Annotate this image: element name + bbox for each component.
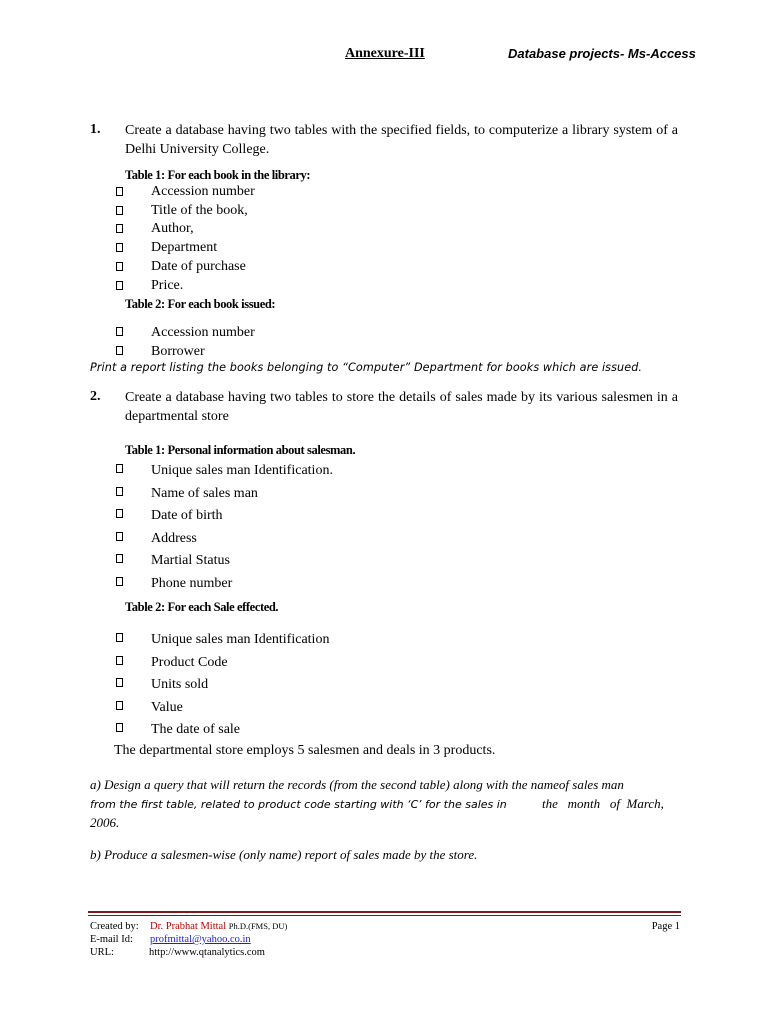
q2-table2-title: : For each Sale effected.: [161, 600, 279, 614]
list-item: Martial Status: [116, 550, 333, 573]
q2-table1-label: Table 1: [125, 443, 161, 457]
list-item: Product Code: [116, 652, 329, 675]
list-item: Unique sales man Identification.: [116, 460, 333, 483]
list-item: Author,: [116, 220, 255, 239]
website-url[interactable]: http://www.qtanalytics.com: [149, 947, 265, 958]
checkbox-bullet-icon: [116, 509, 123, 518]
q1-table1-heading: [125, 168, 310, 183]
list-item: Phone number: [116, 573, 333, 596]
footer-email-row: E-mail Id: profmittal@yahoo.co.in: [90, 934, 251, 945]
checkbox-bullet-icon: [116, 464, 123, 473]
list-item: Accession number: [116, 323, 255, 342]
q2-table2-heading: [125, 600, 278, 615]
checkbox-bullet-icon: [116, 224, 123, 233]
q2-table1-heading: [125, 443, 355, 458]
document-subject: Database projects- Ms-Access: [508, 46, 696, 61]
list-item: Date of birth: [116, 505, 333, 528]
q1-table2-fields: [116, 323, 255, 361]
checkbox-bullet-icon: [116, 187, 123, 196]
checkbox-bullet-icon: [116, 701, 123, 710]
q2-table1-fields-list: [116, 460, 333, 596]
q1-table1-label: Table 1: [125, 168, 161, 182]
question-2-number: 2.: [90, 389, 101, 404]
q1-table1-fields: [116, 183, 255, 295]
checkbox-bullet-icon: [116, 327, 123, 336]
author-name: Dr. Prabhat Mittal: [150, 921, 227, 932]
q1-table2-heading: [125, 297, 275, 312]
list-item: Price.: [116, 277, 255, 296]
q2-table2-fields: [116, 629, 329, 742]
list-item: Name of sales man: [116, 483, 333, 506]
checkbox-bullet-icon: [116, 678, 123, 687]
list-item: Borrower: [116, 342, 255, 361]
q1-table1-title: : For each book in the library:: [161, 168, 311, 182]
question-1-number: 1.: [90, 122, 101, 137]
checkbox-bullet-icon: [116, 262, 123, 271]
list-item: Date of purchase: [116, 258, 255, 277]
part-a-line-2-end: the month of March,: [542, 796, 664, 811]
part-a-line-1: a) Design a query that will return the records (from the second table) along with the nameof sales man: [90, 777, 624, 792]
store-note: The departmental store employs 5 salesmen and deals in 3 products.: [114, 743, 496, 758]
checkbox-bullet-icon: [116, 206, 123, 215]
checkbox-bullet-icon: [116, 633, 123, 642]
q2-table2-label: Table 2: [125, 600, 161, 614]
checkbox-bullet-icon: [116, 243, 123, 252]
q2-table1-title: : Personal information about salesman.: [161, 443, 356, 457]
list-item: Unique sales man Identification: [116, 629, 329, 652]
checkbox-bullet-icon: [116, 281, 123, 290]
checkbox-bullet-icon: [116, 656, 123, 665]
footer-rule: [88, 911, 681, 913]
footer-rule-thin: [88, 915, 681, 916]
annexure-heading: Annexure-III: [345, 46, 425, 61]
list-item: Address: [116, 528, 333, 551]
list-item: Units sold: [116, 674, 329, 697]
checkbox-bullet-icon: [116, 487, 123, 496]
part-b-question: b) Produce a salesmen-wise (only name) report of sales made by the store.: [90, 847, 478, 862]
author-degree: Ph.D.(FMS, DU): [228, 921, 288, 931]
checkbox-bullet-icon: [116, 532, 123, 541]
list-item: Value: [116, 697, 329, 720]
part-a-question: [90, 775, 678, 832]
checkbox-bullet-icon: [116, 554, 123, 563]
page-number: Page 1: [651, 921, 680, 932]
q1-table2-title: : For each book issued:: [161, 297, 276, 311]
part-a-line-2: [90, 794, 678, 813]
email-link[interactable]: profmittal@yahoo.co.in: [150, 934, 251, 945]
list-item: Accession number: [116, 183, 255, 202]
list-item: The date of sale: [116, 719, 329, 742]
q1-table2-label: Table 2: [125, 297, 161, 311]
part-a-line-3: 2006.: [90, 815, 120, 830]
footer-created-row: Created by: Dr. Prabhat Mittal Ph.D.(FMS, DU) Page 1: [90, 921, 680, 932]
question-2-text: Create a database having two tables to store the details of sales made by its various salesmen in a departmental store: [125, 390, 678, 424]
list-item: Department: [116, 239, 255, 258]
checkbox-bullet-icon: [116, 723, 123, 732]
q1-report-note: Print a report listing the books belonging to “Computer” Department for books which are issued.: [90, 361, 643, 374]
list-item: Title of the book,: [116, 202, 255, 221]
part-a-line-2-start: from the first table, related to product code starting with ‘C’ for the sales in: [90, 798, 507, 811]
checkbox-bullet-icon: [116, 577, 123, 586]
footer: [90, 920, 680, 959]
footer-url-row: URL: http://www.qtanalytics.com: [90, 947, 265, 958]
question-1-text: Create a database having two tables with the specified fields, to computerize a library system of a Delhi University College.: [125, 123, 678, 157]
checkbox-bullet-icon: [116, 346, 123, 355]
